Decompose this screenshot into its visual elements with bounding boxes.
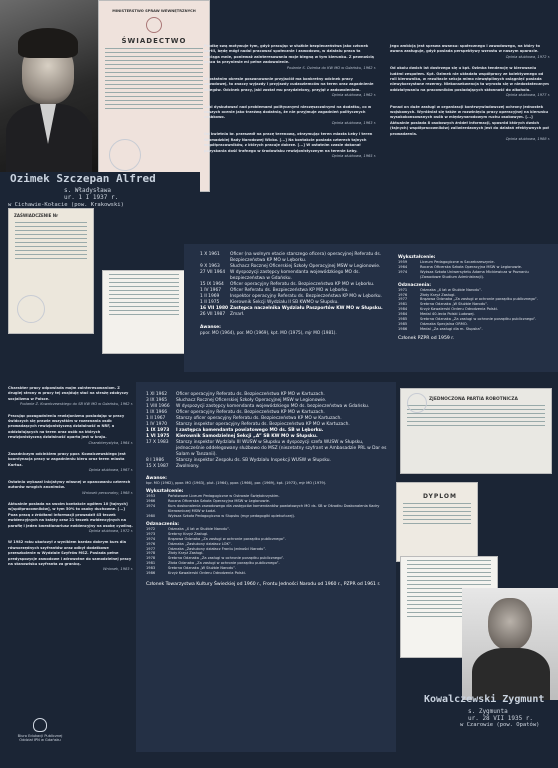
row-date: 16 VII 1980 xyxy=(200,306,229,311)
row-date: 9 X 1963 xyxy=(200,264,220,269)
row-date: 1972 xyxy=(146,526,156,531)
row-text: Odznaka „Zasłużony działacz Frontu Jedności Narodu”. xyxy=(168,546,267,551)
quote-text: Ostatnio wykazał inicjatywy własnej w opanowaniu czterech autorów wrogich anonimów. xyxy=(8,479,131,490)
row-date: 1964 xyxy=(398,264,408,269)
quote-source: Opinia służbowa, 1972 r. xyxy=(505,54,550,59)
quote-text: Pracując pozagadnieniu rewizjonizmu posiadając w pracy świdczych się prawie wszystkim w rozeznania osób prowadzących rewizjonistyczną działalność w NRF, a oddziałujących na teren oraz osób na których rewizjonistyczną działalność oparta jest w kraju. xyxy=(8,413,125,440)
row-date: 8 I 1986 xyxy=(146,458,165,463)
quote-source: Podanie Z. Kowalczewskiego do SB KW MO w Gdańsku, 1962 r. xyxy=(20,402,133,407)
father-name: s. Władysława xyxy=(64,187,111,194)
row-text: Srebrny Krzyż Zasługi. xyxy=(168,531,209,536)
quote-source: Wniosek, 1983 r. xyxy=(102,567,133,572)
party-card-document xyxy=(400,388,552,474)
quote-text: Charakter pracy odpowiada mojm zainteresowaniom. Z drugiej strony w pracy tej znajduję stać na strażę zdobyczy socjalizmu w Polsce. xyxy=(8,386,129,401)
row-date: 1981 xyxy=(146,561,156,566)
row-date: 1984 xyxy=(398,312,408,317)
row-text: Złoty Krzyż Zasługi. xyxy=(420,292,456,297)
eagle-logo-icon xyxy=(33,718,47,732)
quote-source: Wniosek personalny, 1968 r. xyxy=(82,490,133,495)
certificate-title: ŚWIADECTWO xyxy=(121,37,187,45)
row-text: Kierownik Sekcji Wydziału II SB KWMO w Słupsku. xyxy=(230,300,339,305)
row-text: Oficer Referatu ds. Bezpieczeństwa KP MO w Lęborku. xyxy=(230,288,349,293)
row-text: Państwowe Liceum Pedagogiczne w Ostrowie Świętokrzyskim. xyxy=(168,494,280,499)
timeline-row xyxy=(398,327,550,332)
row-date: 1971 xyxy=(398,287,408,292)
row-date: 1 VI 1975 xyxy=(146,434,170,439)
row-date: 1953 xyxy=(146,494,156,499)
row-date: 1977 xyxy=(146,546,156,551)
row-text: Brązowa Odznaka „Za zasługi w ochronie porządku publicznego”. xyxy=(168,536,286,541)
row-text: Roczna Oficerska Szkoła Operacyjna MSW w Legionowie. xyxy=(420,264,522,269)
row-date: 1978 xyxy=(146,556,156,561)
membership: Członek PZPR od 1959 r. xyxy=(398,335,455,341)
quote-text: Aktualnie posiada na swoim kontakcie ogółem 10 [tajnych] w[spółpracowników], w tym 50% to osoby duchowne. [...] Poza pracą z źródłami informacji prowadził 45 teczek ewidencyjnych na księży oraz 21 teczek ewidencyjnych na parafię i jeden kwestionariusz ewidencyjny na osobę cywilną. xyxy=(8,501,133,528)
row-date: 1986 xyxy=(146,571,156,576)
portrait-photo-ozimek xyxy=(0,0,98,173)
quote-source: Opinia służbowa, 1963 r. xyxy=(331,120,376,125)
row-text: Srebrna Odznaka „Za zasługi w ochronie porządku publicznego”. xyxy=(168,556,285,561)
father-name: s. Zygmunta xyxy=(468,708,508,715)
timeline-row xyxy=(146,514,390,519)
round-stamp xyxy=(109,139,141,171)
row-text: Odznaka „Zasłużony działacz LOK”. xyxy=(168,541,232,546)
quote-source: Opinia służbowa, 1972 r. xyxy=(88,528,133,533)
row-date: 1974 xyxy=(398,269,408,274)
membership: Członek Towarzystwa Kultury Świeckiej od 1960 r., Frontu Jedności Narodu od 1960 r., PZPR od 1961 r. xyxy=(146,582,381,587)
timeline-row xyxy=(200,270,388,282)
row-date: 1 XI 1962 xyxy=(146,392,168,397)
row-date: 26 VII 1987 xyxy=(200,312,226,317)
card-title: ZAŚWIADCZENIE Nr xyxy=(14,213,59,218)
career-list-kowalczewski xyxy=(146,392,390,587)
row-text: Kierownik Samodzielnej Sekcji „A” SB KW MO w Słupsku. xyxy=(176,434,318,439)
row-date: 15 X 1987 xyxy=(146,464,169,469)
eagle-emblem-icon xyxy=(146,17,162,33)
row-date: 1986 xyxy=(398,326,408,331)
row-text: I zastępca komendanta powiatowego MO ds. SB w Lęborku. xyxy=(176,428,324,433)
quotes-right xyxy=(390,44,550,149)
quote-source: Opinia służbowa, 1962 r. xyxy=(331,93,376,98)
row-text: Oficer (na wolnym etacie starszego oficera) operacyjnej Referatu ds. Bezpieczeństwa KP MO w Lęborku. xyxy=(230,252,382,263)
portrait-photo-kowalczewski xyxy=(462,588,558,700)
row-date: 1 II 1967 xyxy=(146,416,166,421)
quotes-top xyxy=(204,44,376,165)
row-date: 27 VII 1964 xyxy=(200,270,226,275)
row-date: 1959 xyxy=(398,260,408,264)
awards-title: Odznaczenia: xyxy=(398,282,432,288)
row-text: Starszy inspektor operacyjny Referatu ds. Bezpieczeństwa KP MO w Kartuzach. xyxy=(176,422,350,427)
first-name: Zygmunt xyxy=(502,694,545,705)
row-date: 1966 xyxy=(146,499,156,504)
row-text: Starszy oficer operacyjny Referatu ds. Bezpieczeństwa KP MO w Kartuzach. xyxy=(176,416,342,421)
timeline-row xyxy=(200,312,388,318)
quote-source: Opinia służbowa, 1988 r. xyxy=(505,137,550,142)
row-date: 3 IX 1965 xyxy=(146,398,168,403)
quote-text: W 1982 roku ukończył z wynikiem bardzo dobrym kurs dla równorzędnych szyfrantów oraz odbył dodatkowe przeszkolenie w Wydziale Szyfrów MSZ. Posiada pełne predyspozycje zawodowe i zdrowotne do samodzielnej pracy na stanowisku szyfranta za granicą. xyxy=(8,540,132,566)
row-text: Oficer operacyjny Referatu ds. Bezpieczeństwa KP MO w Kartuzach. xyxy=(176,392,325,397)
row-date: 1985 xyxy=(398,321,408,326)
row-text: Kurs doskonalenia zawodowego dla zastępców komendantów powiatowych MO ds. SB w Ośrodku Doskonalenia Kadry Kierowniczej MSW w Łodzi. xyxy=(168,504,380,514)
awans-text: ppor. MO (1964), por. MO (1969), kpt. MO (1975), mjr MO (1981). xyxy=(200,330,337,335)
row-date: 1 IX 1973 xyxy=(146,428,170,433)
quote-text: Jego ambicją jest sprawa awansu: społecznego i zawodowego, na który to awans zasługuje, gdyż posiada perspektywy wzrostu w naszym aparacie. xyxy=(390,44,540,54)
row-date: 1 VIII 1966 xyxy=(146,404,170,409)
row-text: Odznaka „X lat w Służbie Narodu”. xyxy=(420,287,483,292)
row-date: 1985 xyxy=(398,317,408,322)
quote-text: Zasadniczym odcinkiem pracy ppor. Kowalczewskiego jest koordynacja pracy w zagadnieniu kleru oraz teren miasta Kartuz. xyxy=(8,452,126,467)
row-text: Oficer operacyjny Referatu ds. Bezpieczeństwa KP MO w Lęborku. xyxy=(230,282,375,287)
row-date: 1 IV 1967 xyxy=(200,288,222,293)
id-card-document xyxy=(8,208,94,334)
quote-text: Od kwietnia br. przeszedł na pracę terenową, otrzymując teren miasta Łeby i teren Gromadzkiej Rady Narodowej Wicko. [...] Na kontakcie posiada czterech tajnych współpracowników, z których pracuje dobrze. [...] W ostatnim czasie dokonał pozyskania dość trafnego w środowisku rewizjonistycznym na terenie Łeby. xyxy=(204,132,373,153)
birth-date: ur. 28 VII 1935 r. xyxy=(468,715,534,722)
row-text: W dyspozycji zastępcy komendanta wojewódzkiego MO ds. bezpieczeństwa w Gdańsku. xyxy=(230,270,360,281)
row-text: Zwolniony. xyxy=(176,464,200,469)
row-date: 1 II 1975 xyxy=(200,300,220,305)
timeline-row xyxy=(146,464,390,470)
diploma-heading: DYPLOM xyxy=(423,493,457,500)
party-heading: ZJEDNOCZONA PARTIA ROBOTNICZA xyxy=(429,397,518,402)
row-date: 15 IX 1964 xyxy=(200,282,224,287)
timeline-row xyxy=(398,270,550,280)
awans-label: Awanse: xyxy=(200,325,221,330)
party-emblem-icon xyxy=(407,393,427,413)
timeline-row xyxy=(200,252,388,264)
quote-source: Opinia służbowa, 1967 r. xyxy=(88,468,133,473)
round-stamp xyxy=(17,295,45,323)
first-name: Szczepan xyxy=(56,172,110,185)
row-text: Złota Odznaka „Za zasługi w ochronie porządku publicznego”. xyxy=(168,561,280,566)
row-date: 1 IX 1966 xyxy=(146,410,168,415)
row-text: Oficer operacyjny Referatu ds. Bezpieczeństwa KP MO w Kartuzach. xyxy=(176,410,325,415)
quotes-left xyxy=(8,386,133,579)
education-title: Wykształcenie: xyxy=(146,489,184,495)
row-text: Srebrna Odznaka „W Służbie Narodu”. xyxy=(168,566,237,571)
row-text: Wyższa Szkoła Uniwersytetu Adama Mickiewicza w Poznaniu (Zawodowe Studium Administracji). xyxy=(420,269,529,279)
row-text: Medal „Za zasługi dla m. Słupska”. xyxy=(420,326,483,331)
row-text: Słuchacz Rocznej Oficerskiej Szkoły Operacyjnej MSW w Legionowie. xyxy=(176,398,327,403)
name-header-kowalczewski xyxy=(398,690,558,750)
row-text: Inspektor operacyjny Referatu ds. Bezpieczeństwa KP MO w Lęborku. xyxy=(230,294,382,299)
footer-org1: Biuro Edukacji Publicznej xyxy=(17,734,63,738)
ipn-logo xyxy=(10,718,70,764)
row-text: Liceum Pedagogiczne w Szczebrzeszynie. xyxy=(420,260,495,264)
quote-source: Opinia służbowa, 1965 r. xyxy=(331,153,376,158)
row-text: Srebrna Odznaka „Za zasługi w ochronie porządku publicznego”. xyxy=(420,317,537,322)
birth-date: ur. 1 I 1937 r. xyxy=(64,194,119,201)
row-text: Odznaka „X lat w Służbie Narodu”. xyxy=(168,526,231,531)
quote-text: Ponad on duże zasługi w organizacji kontrwywiadowczej ochrony jednostek wojskowych. Wyróżniał się także w rozwinięciu pracy operacyjnej na kierunku wysokokonsowanych osób w międzynarodowym ruchu osobowym. [...] Aktualnie posiada 8 osobowych źródeł informacji, sposród których dwóch (tajnych) współpracowników) zaliwierdzonych jest do działań efektywnych poł prowadzenia. xyxy=(390,104,549,136)
quote-text: W ostatnim okresie poszanowanie przyjaciół ma konkretny odcinek pracy zawodowej, to znaczy wyjazdy i przyjazdy cudzoziemców na teren oraz zagadnienie zbiegów. Odcinek pracy, jaki został mu przydzielony, przyjął z zadowoleniem. xyxy=(204,77,374,92)
quote-text: Lubi dyskutować nad problemami politycznymi nieczęszczalnymi na dodatku, co w naszych ocenie jako trzeźwą dodatnią, że nie przyjmuje zagadnień politycznych czabkowo. xyxy=(204,104,372,120)
row-date: 1974 xyxy=(146,504,156,509)
row-text: Słuchacz Rocznej Oficerskiej Szkoły Operacyjnej MSW w Legionowie. xyxy=(230,264,381,269)
row-date: 1 IV 1970 xyxy=(146,422,168,427)
row-text: Odznaka Specjalna ORMO. xyxy=(420,321,468,326)
ministry-heading: MINISTERSTWO SPRAW WEWNĘTRZNYCH xyxy=(112,9,196,13)
quote-text: Od okolu dwóch lat dostrzega się u kpt. Ozimka tendencję w kierowaniu ludźmi zespołem. Kpt. Ozimek nie układała współpracy ze kolektywnego od roli kierownika, w rezultacie sekcja mimo niewątpliwych osiągnięć posiada niewykorzystane rezerwy. Niekonsekwencja ta wyrosła się w niedostatecznym oddziaływaniu na pracowników posiadających skłonność do alkoholu. xyxy=(390,66,549,92)
row-text: Roczna Oficerska Szkoła Operacyjna MSW w Legionowie. xyxy=(168,499,270,504)
row-text: Krzyż Kawalerski Orderu Odrodzenia Polski. xyxy=(168,571,246,576)
row-date: 1973 xyxy=(146,531,156,536)
row-text: Wyższa Szkoła Pedagogiczna w Słupsku (mgr pedagogiki opiekuńczej). xyxy=(168,514,296,519)
quote-source: Charakterystyka, 1964 r. xyxy=(88,440,133,445)
career-list-ozimek xyxy=(200,252,388,335)
surname: Kowalczewski xyxy=(424,694,497,705)
row-date: 1976 xyxy=(398,292,408,297)
row-text: Krzyż Kawalerski Orderu Odrodzenia Polski. xyxy=(420,307,498,312)
surname: Ozimek xyxy=(10,172,50,185)
education-title: Wykształcenie: xyxy=(398,255,436,260)
quote-text: Prodkę swą motywuje tym, gdyż pracując w służbie bezpieczeństwa jako członek partii, będę mógł nadal pracować społecznie i zawodowo, w działalu praca ta pociąga mnie, ponieważ zainteresowania moje biegną w tym kierunku. Z pewnością praca ta przyniesie mi pełne zadowolenie. xyxy=(204,44,374,65)
birth-place: w Czarowie (pow. Opatów) xyxy=(460,722,540,728)
row-text: Srebrna Odznaka „W Służbie Narodu”. xyxy=(420,302,489,307)
certificate-document xyxy=(98,0,210,192)
row-text: Złoty Krzyż Zasługi. xyxy=(168,551,204,556)
timeline-row xyxy=(146,571,390,576)
row-date: 1977 xyxy=(398,297,408,302)
form-document xyxy=(102,270,186,354)
awans-label: Awanse: xyxy=(146,476,167,481)
row-date: 1983 xyxy=(146,566,156,571)
row-text: Zmarł. xyxy=(230,312,245,317)
quote-source: Podanie S. Ozimka do KW MO w Gdańsku, 1962 r. xyxy=(286,65,376,70)
row-date: 1984 xyxy=(398,307,408,312)
quote-source: Opinia służbowa, 1977 r. xyxy=(505,93,550,98)
awans-text: kpr. MO (1962), ppor. MO (1963), plut. (1964), ppor. (1966), por. (1969), kpt. (1973), mjr MO (1979). xyxy=(146,481,327,485)
row-date: 1976 xyxy=(146,541,156,546)
diploma-document xyxy=(396,482,478,562)
row-date: 1978 xyxy=(146,551,156,556)
row-date: 1 II 1969 xyxy=(200,294,220,299)
row-text: W dyspozycji zastępcy komendanta wojewódzkiego MO ds. bezpieczeństwa w Gdańsku. xyxy=(176,404,370,409)
awards-title: Odznaczenia: xyxy=(146,521,180,527)
timeline-row xyxy=(146,440,390,458)
row-text: Brązowa Odznaka „Za zasługi w ochronie porządku publicznego”. xyxy=(420,297,538,302)
row-date: 1980 xyxy=(146,514,156,519)
row-date: 1981 xyxy=(398,302,408,307)
row-date: 1 X 1961 xyxy=(200,252,220,257)
second-name: Alfred xyxy=(115,172,156,185)
row-text: Zastępca naczelnika Wydziału Paszportów KW MO w Słupsku. xyxy=(230,306,383,311)
timeline-row xyxy=(146,504,390,514)
footer-org2: Oddział IPN w Gdańsku xyxy=(19,738,61,742)
honors-ozimek xyxy=(398,252,550,341)
row-date: 17 X 1983 xyxy=(146,440,169,445)
row-text: Medal 40-lecia Polski Ludowej. xyxy=(420,312,475,317)
row-text: Starszy inspektor Wydziału III WUSW w Słupsku w dyspozycji szefa WUSW w Słupsku, jednocześnie oddelegowany służbowo do MSZ (niezetatny szyfrant w Ambasadzie PRL w Dar es Salam w Tanzanii). xyxy=(176,440,387,457)
row-date: 1974 xyxy=(146,536,156,541)
row-text: Starszy inspektor Zespołu ds. SB Wydziału Inspekcji WUSW w Słupsku. xyxy=(176,458,331,463)
birth-place: w Cichawie-Kołacie (pow. Krakowski) xyxy=(8,202,124,208)
